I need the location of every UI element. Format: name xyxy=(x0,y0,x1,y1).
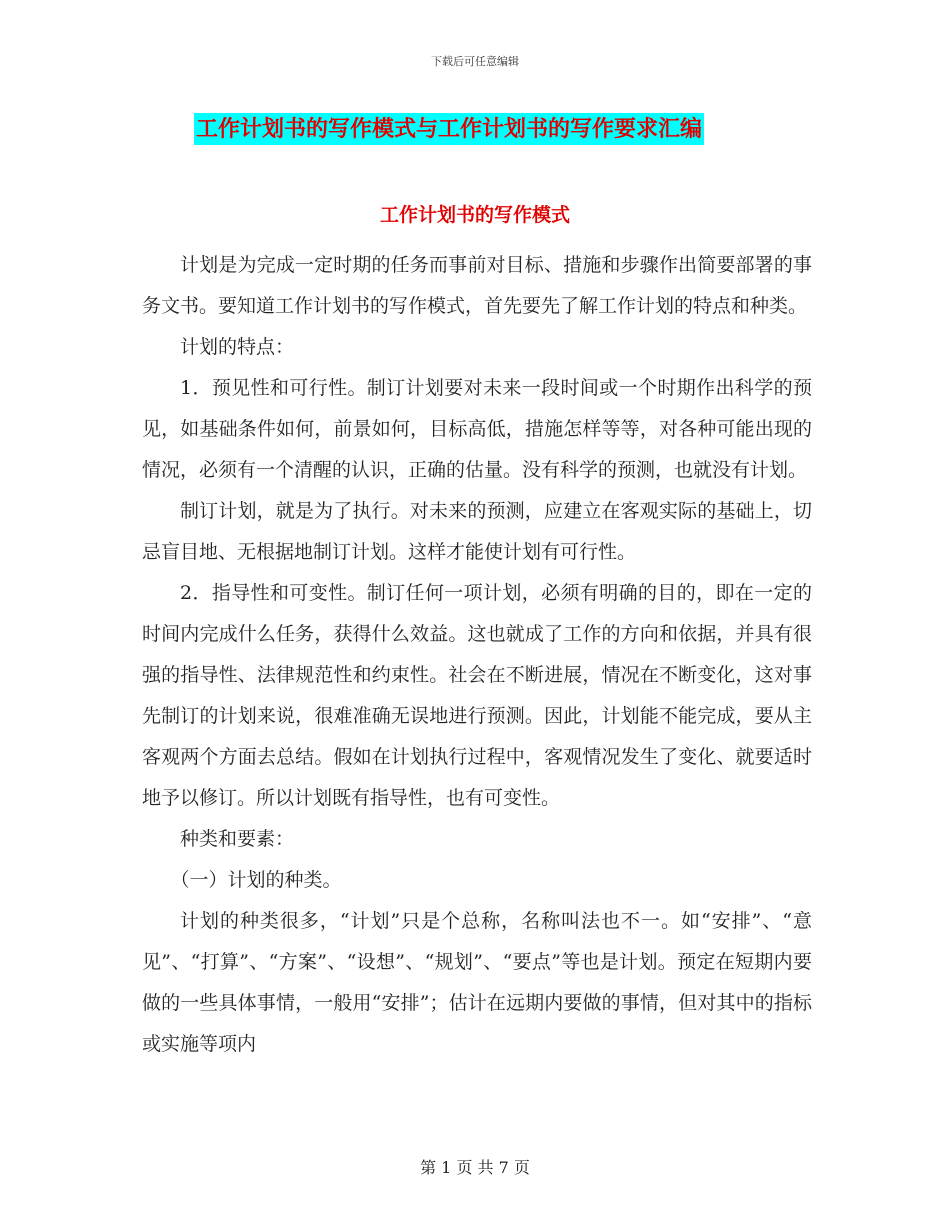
paragraph-intro: 计划是为完成一定时期的任务而事前对目标、措施和步骤作出简要部署的事务文书。要知道工作计划书的写作模式，首先要先了解工作计划的特点和种类。 xyxy=(142,254,812,317)
document-body xyxy=(142,245,812,1065)
paragraph-types-heading: 种类和要素： xyxy=(180,828,295,850)
section-title: 工作计划书的写作模式 xyxy=(379,204,570,226)
paragraph-feature-2: 2．指导性和可变性。制订任何一项计划，必须有明确的目的，即在一定的时间内完成什么任务，获得什么效益。这也就成了工作的方向和依据，并具有很强的指导性、法律规范性和约束性。社会在不断进展，情况在不断变化，这对事先制订的计划来说，很难准确无误地进行预测。因此，计划能不能完成，要从主客观两个方面去总结。假如在计划执行过程中，客观情况发生了变化、就要适时地予以修订。所以计划既有指导性，也有可变性。 xyxy=(142,582,812,809)
paragraph-feature-1: 1．预见性和可行性。制订计划要对未来一段时间或一个时期作出科学的预见，如基础条件如何，前景如何，目标高低，措施怎样等等，对各种可能出现的情况，必须有一个清醒的认识，正确的估量。没有科学的预测，也就没有计划。 xyxy=(142,377,812,481)
paragraph-execution: 制订计划，就是为了执行。对未来的预测，应建立在客观实际的基础上，切忌盲目地、无根据地制订计划。这样才能使计划有可行性。 xyxy=(142,500,812,563)
paragraph-features-heading: 计划的特点： xyxy=(180,336,295,358)
paragraph-types: 计划的种类很多，“计划”只是个总称，名称叫法也不一。如“安排”、“意见”、“打算”、“方案”、“设想”、“规划”、“要点”等也是计划。预定在短期内要做的一些具体事情，一般用“安排”；估计在远期内要做的事情，但对其中的指标或实施等项内 xyxy=(142,910,812,1055)
page-footer: 第 1 页 共 7 页 xyxy=(420,1158,530,1177)
document-title: 工作计划书的写作模式与工作计划书的写作要求汇编 xyxy=(194,113,704,145)
paragraph-types-subheading: （一）计划的种类。 xyxy=(170,869,342,891)
header-note: 下载后可任意编辑 xyxy=(431,55,519,68)
